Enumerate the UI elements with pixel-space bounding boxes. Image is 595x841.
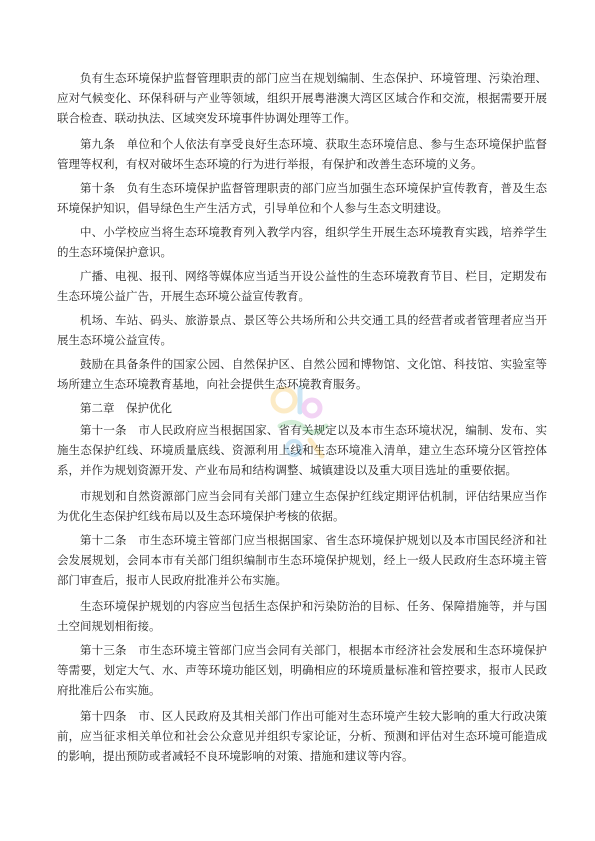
paragraph-public-places: 机场、车站、码头、旅游景点、景区等公共场所和公共交通工具的经营者或者管理者应当开展生态环境公益宣传。 [57, 313, 547, 347]
paragraph-school-education: 中、小学校应当将生态环境教育列入教学内容，组织学生开展生态环境教育实践，培养学生的生态环境保护意识。 [57, 225, 547, 259]
chapter-heading-protection-optimization: 第二章 保护优化 [80, 401, 172, 415]
paragraph-article-9: 第九条 单位和个人依法有享受良好生态环境、获取生态环境信息、参与生态环境保护监督管理等权利，有权对破坏生态环境的行为进行举报，有保护和改善生态环境的义务。 [57, 137, 547, 171]
paragraph-education-bases: 鼓励在具备条件的国家公园、自然保护区、自然公园和博物馆、文化馆、科技馆、实验室等场所建立生态环境教育基地，向社会提供生态环境教育服务。 [57, 357, 547, 391]
paragraph-article-10: 第十条 负有生态环境保护监督管理职责的部门应当加强生态环境保护宣传教育，普及生态环境保护知识，倡导绿色生产生活方式，引导单位和个人参与生态文明建设。 [57, 181, 547, 215]
paragraph-red-line-evaluation: 市规划和自然资源部门应当会同有关部门建立生态保护红线定期评估机制，评估结果应当作为优化生态保护红线布局以及生态环境保护考核的依据。 [57, 489, 547, 523]
paragraph-article-11: 第十一条 市人民政府应当根据国家、省有关规定以及本市生态环境状况，编制、发布、实施生态保护红线、环境质量底线、资源利用上线和生态环境准入清单，建立生态环境分区管控体系，并作为规划资源开发、产业布局和结构调整、城镇建设以及重大项目选址的重要依据。 [57, 423, 547, 477]
paragraph-article-12: 第十二条 市生态环境主管部门应当根据国家、省生态环境保护规划以及本市国民经济和社会发展规划，会同本市有关部门组织编制市生态环境保护规划，经上一级人民政府生态环境主管部门审查后，报市人民政府批准并公布实施。 [57, 533, 547, 587]
paragraph-media-publicity: 广播、电视、报刊、网络等媒体应当适当开设公益性的生态环境教育节目、栏目，定期发布生态环境公益广告，开展生态环境公益宣传教育。 [57, 269, 547, 303]
paragraph-plan-content: 生态环境保护规划的内容应当包括生态保护和污染防治的目标、任务、保障措施等，并与国土空间规划相衔接。 [57, 599, 547, 633]
paragraph-article-14: 第十四条 市、区人民政府及其相关部门作出可能对生态环境产生较大影响的重大行政决策前，应当征求相关单位和社会公众意见并组织专家论证，分析、预测和评估对生态环境可能造成的影响，提出预防或者减轻不良环境影响的对策、措施和建议等内容。 [57, 709, 547, 763]
paragraph-regional-cooperation: 负有生态环境保护监督管理职责的部门应当在规划编制、生态保护、环境管理、污染治理、应对气候变化、环保科研与产业等领域，组织开展粤港澳大湾区区域合作和交流，根据需要开展联合检查、联动执法、区域突发环境事件协调处理等工作。 [57, 71, 547, 125]
paragraph-article-13: 第十三条 市生态环境主管部门应当会同有关部门，根据本市经济社会发展和生态环境保护等需要，划定大气、水、声等环境功能区划，明确相应的环境质量标准和管控要求，报市人民政府批准后公布实施。 [57, 643, 547, 697]
